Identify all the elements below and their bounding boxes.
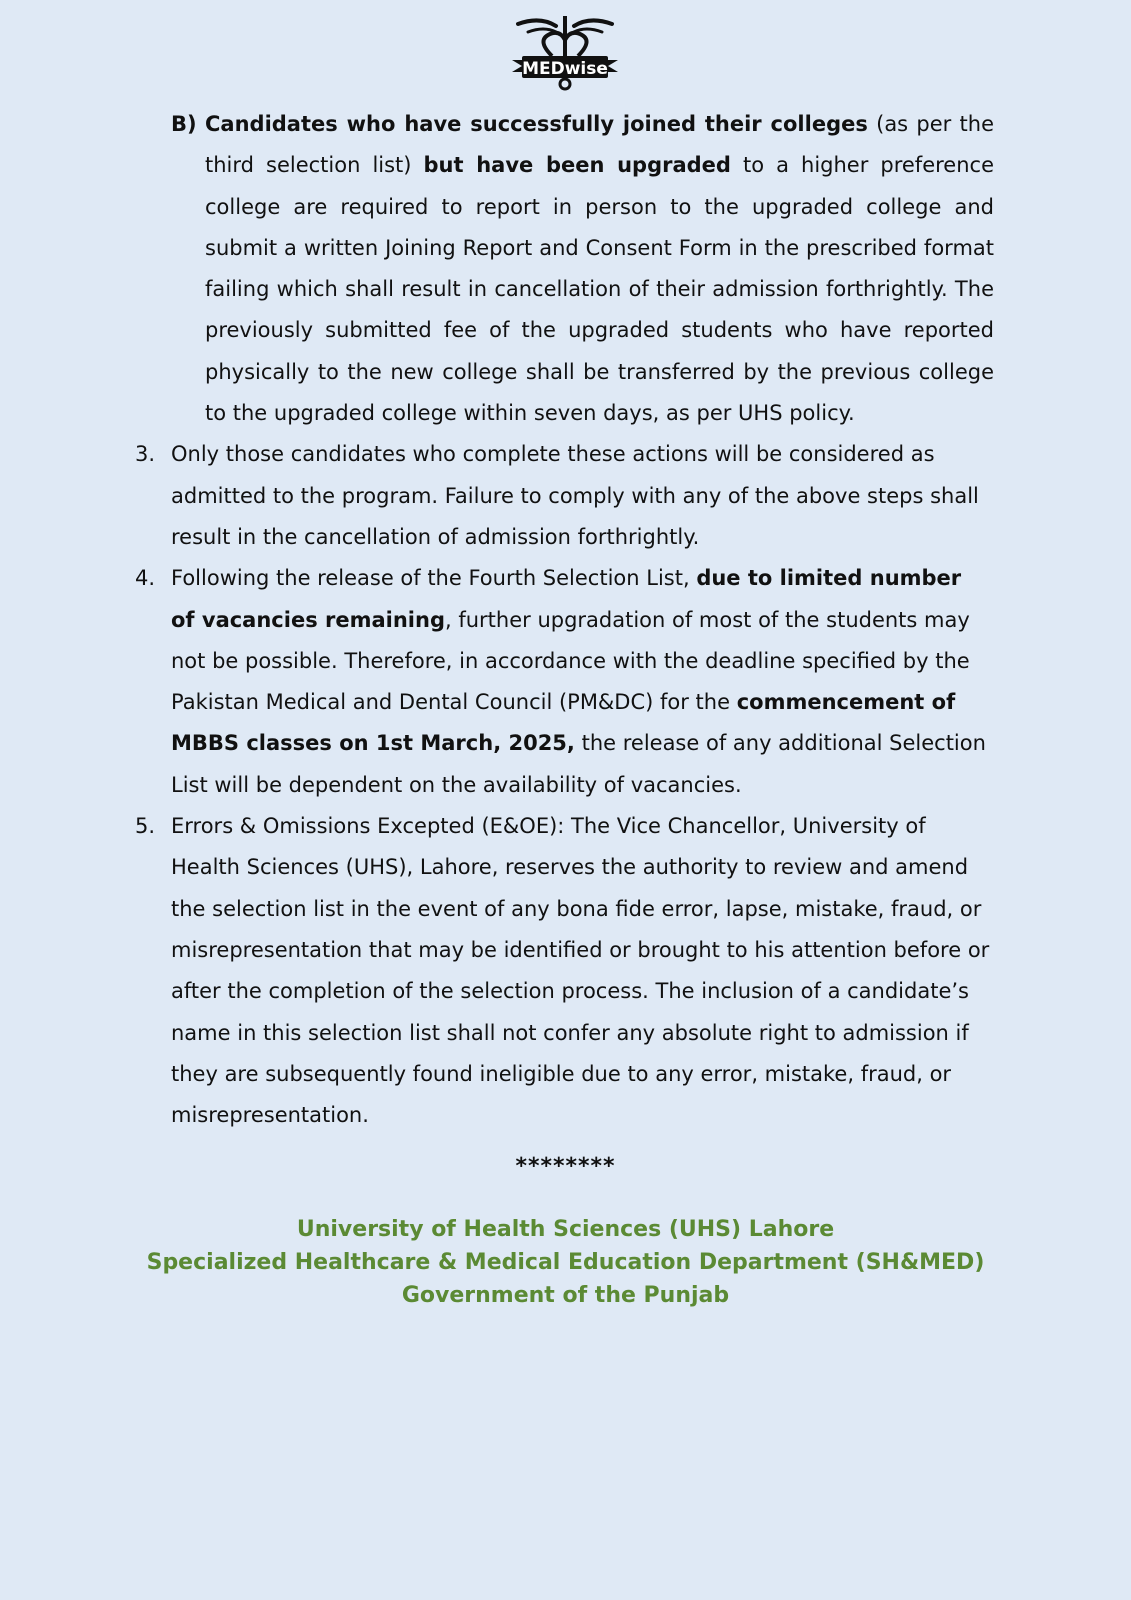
logo-text: MEDwise xyxy=(522,59,608,79)
paragraph-text: Errors & Omissions Excepted (E&OE): The Vice Chancellor, University of Health Sciences (UHS), Lahore, reserves the authority to review and amend the selection list in the event of any bona fide error, lapse, mistake, fraud, or misrepresentation that may be identified or brought to his attention before or after the completion of the selection process. The inclusion of a candidate’s name in this selection list shall not confer any absolute right to admission if they are subsequently found ineligible due to any error, mistake, fraud, or misrepresentation. xyxy=(171,814,990,1128)
separator: ******** xyxy=(515,1154,616,1179)
paragraph-text: , further upgradation of most of the students may not be possible. Therefore, in accordance with the deadline specified by the Pakistan Medical and Dental Council (PM&DC) for the xyxy=(171,607,970,715)
paragraph-text: (as per the third selection list) xyxy=(205,112,994,178)
footer-line-government: Government of the Punjab xyxy=(401,1283,730,1308)
list-item-3 xyxy=(0,434,1131,558)
paragraph-text: the release of any additional Selection List will be dependent on the availability of vacancies. xyxy=(171,731,986,797)
footer-line-university: University of Health Sciences (UHS) Lahore xyxy=(296,1217,835,1242)
list-item-4 xyxy=(0,558,1131,806)
paragraph-text: to a higher preference college are required to report in person to the upgraded college and submit a written Joining Report and Consent Form in the prescribed format failing which shall result in cancellation of their admission forthrightly. The previously submitted fee of the upgraded students who have reported physically to the new college shall be transferred by the previous college to the upgraded college within seven days, as per UHS policy. xyxy=(205,153,994,426)
document-body xyxy=(0,104,1131,1136)
paragraph-text: Following the release of the Fourth Selection List, xyxy=(171,566,697,591)
bold-text: Candidates who have successfully joined their colleges xyxy=(205,112,868,136)
list-marker: 4. xyxy=(135,566,156,591)
list-marker: B) xyxy=(171,112,197,136)
footer xyxy=(0,1213,1131,1312)
list-item-b xyxy=(0,104,1131,434)
paragraph-text: Only those candidates who complete these actions will be considered as admitted to the program. Failure to comply with any of the above steps shall result in the cancellation of admission forthrightly. xyxy=(171,442,979,549)
list-marker: 5. xyxy=(135,814,156,839)
list-item-5 xyxy=(0,806,1131,1136)
bold-text: but have been upgraded xyxy=(423,153,731,178)
list-marker: 3. xyxy=(135,442,156,467)
footer-line-department: Specialized Healthcare & Medical Education Department (SH&MED) xyxy=(146,1250,985,1275)
bold-text: due to limited number of vacancies remaining xyxy=(171,566,962,632)
medwise-logo xyxy=(510,12,620,92)
bold-text: commencement of MBBS classes on 1st March, 2025, xyxy=(171,690,956,756)
